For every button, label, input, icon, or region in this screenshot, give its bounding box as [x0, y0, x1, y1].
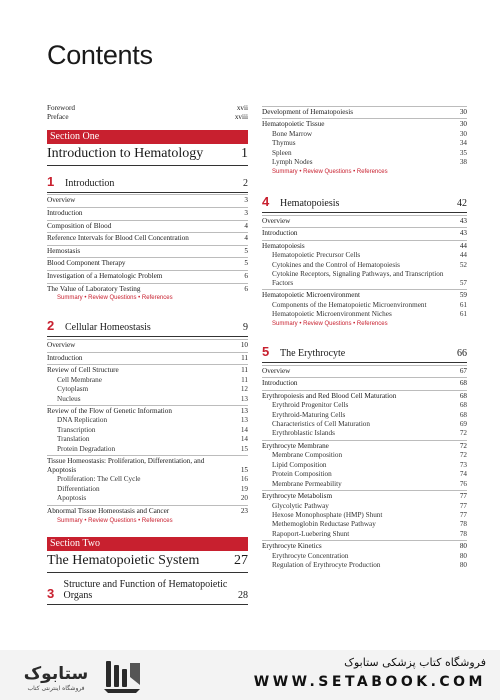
toc-entry[interactable]: [262, 106, 467, 117]
toc-subentry[interactable]: [47, 395, 248, 404]
toc-subentry[interactable]: [47, 445, 248, 454]
entry-page: 77: [459, 501, 467, 510]
section-one-title[interactable]: Introduction to Hematology 1: [47, 144, 248, 166]
toc-entry[interactable]: [47, 207, 248, 218]
entry-page: 13: [240, 394, 248, 403]
entry-page: 14: [240, 425, 248, 434]
entry-title: Hematopoietic Tissue: [262, 120, 325, 129]
shop-name: فروشگاه کتاب پزشکی ستابوک: [344, 656, 486, 669]
entry-title: Hematopoietic Microenvironment Niches: [272, 310, 392, 319]
toc-entry[interactable]: [47, 352, 248, 363]
entry-page: 59: [459, 291, 467, 300]
entry-page: 52: [459, 260, 467, 269]
chapter-number: 2: [47, 318, 55, 334]
toc-entry-foreword[interactable]: Foreword xvii: [47, 104, 248, 112]
entry-page: 15: [240, 466, 248, 475]
toc-entry[interactable]: [262, 377, 467, 388]
toc-subentry[interactable]: [262, 552, 467, 561]
chapter-page: 66: [457, 347, 467, 359]
toc-subentry[interactable]: [262, 461, 467, 470]
toc-subentry[interactable]: [47, 385, 248, 394]
entry-page: 12: [240, 385, 248, 394]
toc-subentry[interactable]: [262, 470, 467, 479]
entry-title: Membrane Composition: [272, 451, 343, 460]
toc-subentry[interactable]: [262, 270, 467, 288]
chapter-5-heading[interactable]: [262, 342, 467, 363]
entry-title: Methemoglobin Reductase Pathway: [272, 520, 376, 529]
toc-entry[interactable]: [47, 232, 248, 243]
entry-title: Components of the Hematopoietic Microenvironment: [272, 300, 427, 309]
entry-title: Reference Intervals for Blood Cell Concentration: [47, 234, 189, 243]
toc-entry[interactable]: [47, 339, 248, 350]
entry-page: 77: [459, 510, 467, 519]
chapter-3-heading[interactable]: [47, 577, 248, 605]
shop-url[interactable]: WWW.SETABOOK.COM: [253, 674, 486, 690]
entry-page: 69: [459, 420, 467, 429]
toc-entry[interactable]: [47, 455, 248, 475]
entry-page: 68: [459, 391, 467, 400]
entry-title: Protein Degradation: [57, 444, 116, 453]
chapter-4-heading[interactable]: [262, 192, 467, 213]
entry-title: Translation: [57, 435, 90, 444]
entry-title: Hexose Monophosphate (HMP) Shunt: [272, 510, 383, 519]
entry-page: 38: [459, 157, 467, 166]
chapter-number: 3: [47, 585, 55, 601]
chapter-number: 5: [262, 343, 270, 359]
toc-subentry[interactable]: [262, 401, 467, 410]
page-title: Contents: [47, 40, 153, 70]
entry-title: Cell Membrane: [57, 375, 102, 384]
entry-title: Thymus: [272, 139, 296, 148]
chapter-1-heading[interactable]: [47, 172, 248, 193]
entry-page: 80: [459, 551, 467, 560]
entry-page: 11: [241, 353, 248, 362]
entry-page: 3: [244, 196, 248, 205]
section-two-title[interactable]: The Hematopoietic System 27: [47, 551, 248, 573]
toc-subentry[interactable]: [262, 420, 467, 429]
entry-title: Review of the Flow of Genetic Information: [47, 407, 172, 416]
toc-entry[interactable]: [47, 220, 248, 231]
toc-subentry[interactable]: [262, 301, 467, 310]
chapter-4-summary[interactable]: Summary • Review Questions • References: [272, 320, 388, 327]
entry-page: 76: [459, 479, 467, 488]
entry-title: DNA Replication: [57, 416, 108, 425]
toc-subentry[interactable]: [47, 494, 248, 503]
entry-page: 44: [459, 251, 467, 260]
chapter-3-entries: [262, 106, 467, 167]
toc-subentry[interactable]: [262, 520, 467, 529]
entry-title: Erythroblastic Islands: [272, 429, 335, 438]
entry-title: Introduction: [47, 353, 83, 362]
entry-title: Apoptosis: [57, 494, 87, 503]
entry-title: Cytokine Receptors, Signaling Pathways, and Transcription Factors: [272, 269, 444, 287]
toc-entry[interactable]: [262, 289, 467, 300]
entry-title: Protein Composition: [272, 470, 332, 479]
entry-page: 43: [459, 216, 467, 225]
entry-title: Tissue Homeostasis: Proliferation, Differentiation, and Apoptosis: [47, 457, 205, 475]
toc-right-column: [262, 104, 467, 570]
entry-title: Abnormal Tissue Homeostasis and Cancer: [47, 506, 170, 515]
entry-title: Glycolytic Pathway: [272, 501, 329, 510]
entry-title: Development of Hematopoiesis: [262, 107, 354, 116]
entry-title: Bone Marrow: [272, 129, 313, 138]
entry-title: Erythroid Progenitor Cells: [272, 401, 349, 410]
entry-title: Erythrocyte Membrane: [262, 442, 329, 451]
chapter-1-entries: [47, 194, 248, 293]
entry-title: Hematopoiesis: [262, 241, 305, 250]
entry-title: Differentiation: [57, 484, 100, 493]
entry-title: Review of Cell Structure: [47, 366, 119, 375]
toc-subentry[interactable]: [47, 475, 248, 484]
chapter-page: 28: [238, 589, 248, 601]
toc-entry[interactable]: [262, 118, 467, 129]
toc-subentry[interactable]: [262, 480, 467, 489]
toc-subentry[interactable]: [262, 139, 467, 148]
entry-title: Investigation of a Hematologic Problem: [47, 271, 163, 280]
chapter-1-summary[interactable]: Summary • Review Questions • References: [57, 295, 173, 302]
toc-entry[interactable]: [262, 440, 467, 451]
entry-title: Hemostasis: [47, 246, 81, 255]
entry-title: Lymph Nodes: [272, 157, 313, 166]
entry-page: 23: [240, 506, 248, 515]
entry-page: 14: [240, 435, 248, 444]
toc-entry[interactable]: [262, 365, 467, 376]
entry-title: Regulation of Erythrocyte Production: [272, 561, 381, 570]
chapter-2-heading[interactable]: [47, 316, 248, 337]
entry-page: 4: [244, 221, 248, 230]
toc-subentry[interactable]: [262, 429, 467, 438]
toc-subentry[interactable]: [262, 130, 467, 139]
entry-page: 35: [459, 148, 467, 157]
entry-page: 74: [459, 470, 467, 479]
entry-title: Hematopoietic Microenvironment: [262, 291, 360, 300]
entry-title: Composition of Blood: [47, 221, 112, 230]
toc-subentry[interactable]: [262, 411, 467, 420]
entry-title: Cytoplasm: [57, 385, 89, 394]
toc-subentry[interactable]: [262, 251, 467, 260]
entry-page: 57: [459, 278, 467, 287]
toc-entry[interactable]: [47, 257, 248, 268]
entry-title: Introduction: [47, 208, 83, 217]
entry-page: 72: [459, 442, 467, 451]
entry-title: Erythrocyte Concentration: [272, 551, 349, 560]
entry-title: Erythropoiesis and Red Blood Cell Maturation: [262, 391, 397, 400]
entry-page: 30: [459, 107, 467, 116]
entry-page: 78: [459, 529, 467, 538]
toc-entry[interactable]: [47, 505, 248, 516]
toc-subentry[interactable]: [47, 416, 248, 425]
entry-title: Overview: [47, 341, 76, 350]
entry-title: Cytokines and the Control of Hematopoiesis: [272, 260, 400, 269]
entry-page: 77: [459, 492, 467, 501]
toc-subentry[interactable]: [262, 530, 467, 539]
entry-page: 19: [240, 484, 248, 493]
toc-subentry[interactable]: [47, 426, 248, 435]
entry-title: Erythrocyte Kinetics: [262, 542, 322, 551]
toc-left-column: [47, 104, 248, 605]
entry-page: 72: [459, 429, 467, 438]
entry-page: 6: [244, 284, 248, 293]
entry-page: 61: [459, 300, 467, 309]
entry-title: Overview: [262, 216, 291, 225]
toc-subentry[interactable]: [262, 451, 467, 460]
toc-subentry[interactable]: [47, 435, 248, 444]
section-two-banner: Section Two: [47, 537, 248, 551]
chapter-title: Structure and Function of Hematopoietic Organs: [63, 578, 228, 601]
toc-entry[interactable]: [262, 390, 467, 401]
entry-page: 80: [459, 561, 467, 570]
toc-subentry[interactable]: [262, 511, 467, 520]
entry-page: 78: [459, 520, 467, 529]
entry-page: 15: [240, 444, 248, 453]
toc-subentry[interactable]: [262, 310, 467, 319]
chapter-title: Introduction: [65, 177, 115, 189]
entry-page: 13: [240, 416, 248, 425]
entry-page: 5: [244, 246, 248, 255]
entry-page: 30: [459, 129, 467, 138]
chapter-3-summary[interactable]: Summary • Review Questions • References: [272, 168, 388, 175]
entry-page: 72: [459, 451, 467, 460]
toc-entry[interactable]: [262, 490, 467, 501]
entry-title: Rapoport-Luebering Shunt: [272, 529, 350, 538]
toc-entry[interactable]: [47, 405, 248, 416]
entry-page: 34: [459, 139, 467, 148]
entry-page: 73: [459, 460, 467, 469]
toc-subentry[interactable]: [262, 502, 467, 511]
toc-subentry[interactable]: [262, 158, 467, 167]
entry-page: 10: [240, 341, 248, 350]
entry-title: Erythroid-Maturing Cells: [272, 410, 346, 419]
watermark-footer: [0, 650, 500, 700]
entry-page: 43: [459, 229, 467, 238]
section-one-banner: Section One: [47, 130, 248, 144]
entry-page: 5: [244, 259, 248, 268]
entry-title: Blood Component Therapy: [47, 259, 126, 268]
toc-entry[interactable]: [262, 215, 467, 226]
chapter-page: 9: [243, 322, 248, 334]
chapter-number: 1: [47, 173, 55, 189]
logo-subtext: فروشگاه اینترنتی کتاب: [27, 685, 85, 692]
entry-page: 4: [244, 234, 248, 243]
entry-page: 3: [244, 208, 248, 217]
chapter-title: Cellular Homeostasis: [65, 322, 151, 334]
entry-title: Characteristics of Cell Maturation: [272, 420, 370, 429]
toc-subentry[interactable]: [262, 261, 467, 270]
toc-subentry[interactable]: [47, 376, 248, 385]
entry-title: Nucleus: [57, 394, 81, 403]
chapter-2-summary[interactable]: Summary • Review Questions • References: [57, 517, 173, 524]
entry-title: Hematopoietic Precursor Cells: [272, 251, 361, 260]
entry-title: Transcription: [57, 425, 96, 434]
entry-page: 80: [459, 542, 467, 551]
logo-mark-icon: [104, 661, 140, 693]
entry-page: 68: [459, 410, 467, 419]
entry-page: 68: [459, 401, 467, 410]
entry-page: 68: [459, 379, 467, 388]
toc-entry[interactable]: [47, 194, 248, 205]
toc-entry[interactable]: [47, 270, 248, 281]
toc-entry-preface[interactable]: Preface xviii: [47, 112, 248, 121]
entry-title: Spleen: [272, 148, 292, 157]
entry-page: 11: [241, 366, 248, 375]
setabook-logo: [6, 655, 146, 695]
entry-title: Overview: [262, 366, 291, 375]
toc-subentry[interactable]: [47, 485, 248, 494]
toc-entry[interactable]: [47, 364, 248, 375]
chapter-5-entries: [262, 365, 467, 570]
chapter-title: Hematopoiesis: [280, 197, 340, 209]
logo-text: ستابوک: [23, 664, 89, 684]
chapter-page: 42: [457, 197, 467, 209]
toc-subentry[interactable]: [262, 561, 467, 570]
chapter-title: The Erythrocyte: [280, 347, 346, 359]
toc-entry[interactable]: [262, 240, 467, 251]
entry-page: 20: [240, 494, 248, 503]
entry-page: 13: [240, 407, 248, 416]
entry-title: Membrane Permeability: [272, 479, 342, 488]
entry-title: Erythrocyte Metabolism: [262, 492, 333, 501]
entry-page: 11: [241, 375, 248, 384]
entry-title: Introduction: [262, 229, 298, 238]
entry-page: 6: [244, 271, 248, 280]
chapter-number: 4: [262, 193, 270, 209]
toc-entry[interactable]: [47, 283, 248, 294]
entry-page: 44: [459, 241, 467, 250]
chapter-page: 2: [243, 177, 248, 189]
chapter-2-entries: [47, 339, 248, 515]
entry-page: 61: [459, 310, 467, 319]
entry-title: Lipid Composition: [272, 460, 327, 469]
entry-title: The Value of Laboratory Testing: [47, 284, 141, 293]
toc-entry[interactable]: [262, 227, 467, 238]
toc-entry[interactable]: [47, 245, 248, 256]
entry-title: Introduction: [262, 379, 298, 388]
entry-page: 16: [240, 475, 248, 484]
entry-page: 30: [459, 120, 467, 129]
chapter-4-entries: [262, 215, 467, 319]
entry-page: 67: [459, 366, 467, 375]
toc-entry[interactable]: [262, 540, 467, 551]
entry-title: Overview: [47, 196, 76, 205]
toc-subentry[interactable]: [262, 149, 467, 158]
entry-title: Proliferation: The Cell Cycle: [57, 475, 141, 484]
